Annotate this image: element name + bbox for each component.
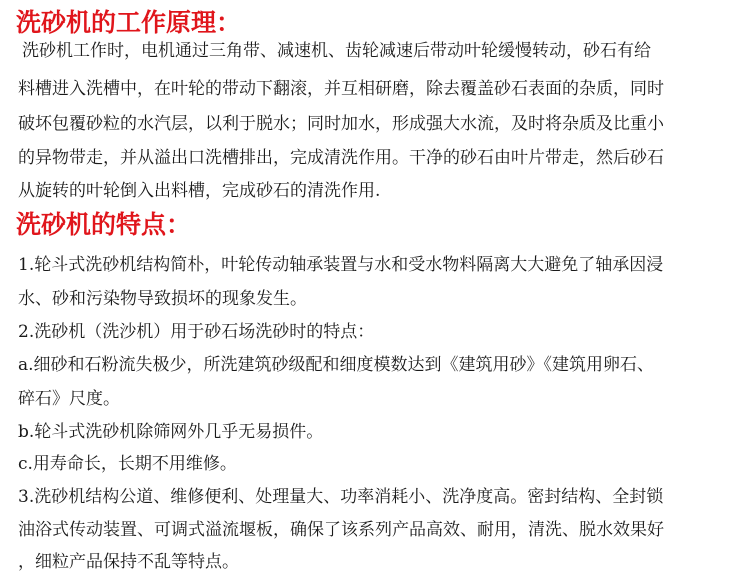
feature-line-9: 油浴式传动装置、可调式溢流堰板，确保了该系列产品高效、耐用，清洗、脱水效果好 xyxy=(18,520,664,540)
principle-line-1: 洗砂机工作时，电机通过三角带、减速机、齿轮减速后带动叶轮缓慢转动，砂石有给 xyxy=(22,41,651,61)
feature-line-8: 3.洗砂机结构公道、维修便利、处理量大、功率消耗小、洗净度高。密封结构、全封锁 xyxy=(18,487,664,507)
section-heading-working-principle: 洗砂机的工作原理： xyxy=(16,8,242,37)
feature-line-4: a.细砂和石粉流失极少，所洗建筑砂级配和细度模数达到《建筑用砂》《建筑用卵石、 xyxy=(18,355,655,375)
principle-line-2: 料槽进入洗槽中，在叶轮的带动下翻滚，并互相研磨，除去覆盖砂石表面的杂质，同时 xyxy=(18,79,664,99)
principle-line-4: 的异物带走，并从溢出口洗槽排出，完成清洗作用。干净的砂石由叶片带走，然后砂石 xyxy=(18,148,664,168)
feature-line-10: ，细粒产品保持不乱等特点。 xyxy=(18,552,239,572)
feature-line-6: b.轮斗式洗砂机除筛网外几乎无易损件。 xyxy=(18,422,324,442)
principle-line-5: 从旋转的叶轮倒入出料槽，完成砂石的清洗作用. xyxy=(18,181,381,201)
feature-line-5: 碎石》尺度。 xyxy=(18,389,120,409)
principle-line-3: 破坏包覆砂粒的水汽层，以利于脱水；同时加水，形成强大水流，及时将杂质及比重小 xyxy=(18,114,664,134)
feature-line-3: 2.洗砂机（洗沙机）用于砂石场洗砂时的特点： xyxy=(18,322,375,342)
section-heading-features: 洗砂机的特点： xyxy=(16,210,192,239)
feature-line-2: 水、砂和污染物导致损坏的现象发生。 xyxy=(18,289,307,309)
feature-line-7: c.用寿命长，长期不用维修。 xyxy=(18,454,237,474)
feature-line-1: 1.轮斗式洗砂机结构简朴，叶轮传动轴承装置与水和受水物料隔离大大避免了轴承因浸 xyxy=(18,255,664,275)
